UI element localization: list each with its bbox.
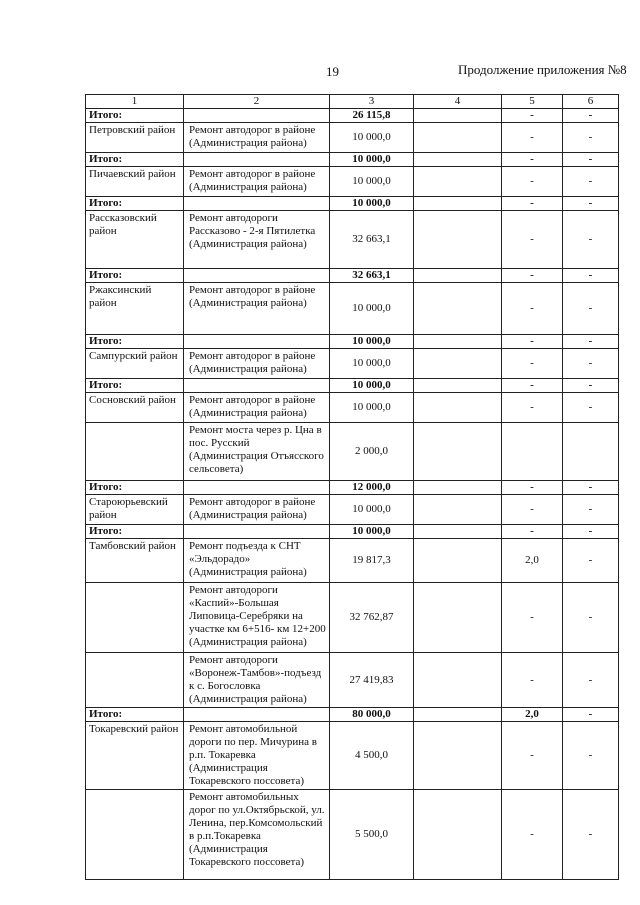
column-5-cell: - xyxy=(502,379,563,393)
amount-cell: 10 000,0 xyxy=(330,153,414,167)
amount-cell: 10 000,0 xyxy=(330,283,414,335)
total-row xyxy=(86,109,619,123)
column-4-cell xyxy=(414,335,502,349)
district-cell: Тамбовский район xyxy=(86,539,184,583)
column-4-cell xyxy=(414,269,502,283)
work-description-cell: Ремонт автодороги «Каспий»-Большая Липовица-Серебряки на участке км 6+516- км 12+200 (Администрация района) xyxy=(184,583,330,653)
work-description-cell xyxy=(184,525,330,539)
amount-cell: 4 500,0 xyxy=(330,722,414,790)
amount-cell: 5 500,0 xyxy=(330,790,414,880)
column-6-cell: - xyxy=(563,349,619,379)
column-6-cell: - xyxy=(563,722,619,790)
amount-cell: 10 000,0 xyxy=(330,393,414,423)
column-5-cell: - xyxy=(502,123,563,153)
district-cell: Ржаксинский район xyxy=(86,283,184,335)
column-6-cell: - xyxy=(563,211,619,269)
column-6-cell: - xyxy=(563,539,619,583)
table-row xyxy=(86,393,619,423)
total-label: Итого: xyxy=(86,269,184,283)
work-description-cell: Ремонт автодорог в районе (Администрация района) xyxy=(184,283,330,335)
work-description-cell: Ремонт автодорог в районе (Администрация района) xyxy=(184,393,330,423)
total-row xyxy=(86,269,619,283)
work-description-cell: Ремонт автодорог в районе (Администрация района) xyxy=(184,495,330,525)
column-4-cell xyxy=(414,423,502,481)
column-5-cell: - xyxy=(502,335,563,349)
amount-cell: 10 000,0 xyxy=(330,349,414,379)
amount-cell: 26 115,8 xyxy=(330,109,414,123)
column-5-cell: 2,0 xyxy=(502,708,563,722)
table-row xyxy=(86,539,619,583)
column-5-cell: - xyxy=(502,197,563,211)
column-4-cell xyxy=(414,790,502,880)
total-row xyxy=(86,708,619,722)
column-6-cell: - xyxy=(563,379,619,393)
column-4-cell xyxy=(414,379,502,393)
district-cell xyxy=(86,790,184,880)
amount-cell: 10 000,0 xyxy=(330,167,414,197)
total-label: Итого: xyxy=(86,109,184,123)
column-4-cell xyxy=(414,525,502,539)
district-cell: Староюрьевский район xyxy=(86,495,184,525)
column-6-cell: - xyxy=(563,495,619,525)
column-5-cell xyxy=(502,423,563,481)
amount-cell: 10 000,0 xyxy=(330,379,414,393)
page-number: 19 xyxy=(326,64,339,79)
column-4-cell xyxy=(414,349,502,379)
column-4-cell xyxy=(414,393,502,423)
amount-cell: 32 663,1 xyxy=(330,211,414,269)
column-4-cell xyxy=(414,167,502,197)
table-row xyxy=(86,349,619,379)
column-5-cell: - xyxy=(502,349,563,379)
work-description-cell: Ремонт автомобильных дорог по ул.Октябрьской, ул. Ленина, пер.Комсомольский в р.п.Токаревка (Администрация Токаревского поссовета) xyxy=(184,790,330,880)
work-description-cell: Ремонт моста через р. Цна в пос. Русский (Администрация Отъясского сельсовета) xyxy=(184,423,330,481)
total-label: Итого: xyxy=(86,197,184,211)
work-description-cell xyxy=(184,109,330,123)
column-header: 4 xyxy=(414,95,502,109)
district-cell xyxy=(86,653,184,708)
amount-cell: 10 000,0 xyxy=(330,335,414,349)
district-cell: Токаревский район xyxy=(86,722,184,790)
column-5-cell: - xyxy=(502,283,563,335)
table-row xyxy=(86,790,619,880)
total-row xyxy=(86,153,619,167)
column-4-cell xyxy=(414,539,502,583)
total-label: Итого: xyxy=(86,708,184,722)
amount-cell: 32 663,1 xyxy=(330,269,414,283)
district-cell: Сосновский район xyxy=(86,393,184,423)
column-4-cell xyxy=(414,722,502,790)
table-row xyxy=(86,283,619,335)
work-description-cell: Ремонт автодороги «Воронеж-Тамбов»-подъезд к с. Богословка (Администрация района) xyxy=(184,653,330,708)
district-cell: Сампурский район xyxy=(86,349,184,379)
column-4-cell xyxy=(414,153,502,167)
column-6-cell: - xyxy=(563,481,619,495)
amount-cell: 12 000,0 xyxy=(330,481,414,495)
column-5-cell: - xyxy=(502,269,563,283)
amount-cell: 10 000,0 xyxy=(330,197,414,211)
table-row xyxy=(86,123,619,153)
column-5-cell: - xyxy=(502,583,563,653)
amount-cell: 10 000,0 xyxy=(330,123,414,153)
column-5-cell: - xyxy=(502,525,563,539)
column-6-cell: - xyxy=(563,167,619,197)
column-5-cell: - xyxy=(502,722,563,790)
column-4-cell xyxy=(414,481,502,495)
work-description-cell xyxy=(184,269,330,283)
column-4-cell xyxy=(414,109,502,123)
total-row xyxy=(86,525,619,539)
column-header: 5 xyxy=(502,95,563,109)
work-description-cell xyxy=(184,197,330,211)
total-label: Итого: xyxy=(86,525,184,539)
amount-cell: 19 817,3 xyxy=(330,539,414,583)
work-description-cell xyxy=(184,153,330,167)
amount-cell: 10 000,0 xyxy=(330,525,414,539)
column-6-cell: - xyxy=(563,653,619,708)
column-5-cell: - xyxy=(502,653,563,708)
column-6-cell xyxy=(563,423,619,481)
column-4-cell xyxy=(414,283,502,335)
total-row xyxy=(86,197,619,211)
column-6-cell: - xyxy=(563,153,619,167)
column-5-cell: - xyxy=(502,109,563,123)
column-header: 3 xyxy=(330,95,414,109)
work-description-cell: Ремонт автодороги Рассказово - 2-я Пятилетка (Администрация района) xyxy=(184,211,330,269)
work-description-cell: Ремонт автомобильной дороги по пер. Мичурина в р.п. Токаревка (Администрация Токаревского поссовета) xyxy=(184,722,330,790)
amount-cell: 27 419,83 xyxy=(330,653,414,708)
column-5-cell: - xyxy=(502,211,563,269)
column-6-cell: - xyxy=(563,525,619,539)
work-description-cell xyxy=(184,708,330,722)
total-label: Итого: xyxy=(86,153,184,167)
work-description-cell xyxy=(184,481,330,495)
column-6-cell: - xyxy=(563,269,619,283)
work-description-cell xyxy=(184,379,330,393)
appendix-caption: Продолжение приложения №8 xyxy=(458,62,627,77)
district-cell: Рассказовский район xyxy=(86,211,184,269)
column-6-cell: - xyxy=(563,197,619,211)
column-4-cell xyxy=(414,708,502,722)
column-4-cell xyxy=(414,197,502,211)
column-5-cell: - xyxy=(502,790,563,880)
table-row xyxy=(86,583,619,653)
table-row xyxy=(86,653,619,708)
column-6-cell: - xyxy=(563,790,619,880)
column-6-cell: - xyxy=(563,335,619,349)
amount-cell: 32 762,87 xyxy=(330,583,414,653)
table-row xyxy=(86,423,619,481)
district-cell: Пичаевский район xyxy=(86,167,184,197)
column-6-cell: - xyxy=(563,123,619,153)
total-row xyxy=(86,379,619,393)
amount-cell: 80 000,0 xyxy=(330,708,414,722)
column-5-cell: - xyxy=(502,481,563,495)
total-row xyxy=(86,481,619,495)
column-header: 2 xyxy=(184,95,330,109)
column-5-cell: - xyxy=(502,393,563,423)
column-5-cell: - xyxy=(502,153,563,167)
district-cell xyxy=(86,423,184,481)
work-description-cell: Ремонт подъезда к СНТ «Эльдорадо» (Администрация района) xyxy=(184,539,330,583)
column-5-cell: 2,0 xyxy=(502,539,563,583)
column-5-cell: - xyxy=(502,495,563,525)
column-6-cell: - xyxy=(563,393,619,423)
table-row xyxy=(86,167,619,197)
column-6-cell: - xyxy=(563,583,619,653)
district-cell xyxy=(86,583,184,653)
column-4-cell xyxy=(414,495,502,525)
column-4-cell xyxy=(414,653,502,708)
table-row xyxy=(86,495,619,525)
column-header-row xyxy=(86,95,619,109)
total-label: Итого: xyxy=(86,379,184,393)
table-row xyxy=(86,722,619,790)
work-description-cell: Ремонт автодорог в районе (Администрация района) xyxy=(184,349,330,379)
column-header: 6 xyxy=(563,95,619,109)
amount-cell: 2 000,0 xyxy=(330,423,414,481)
work-description-cell: Ремонт автодорог в районе (Администрация района) xyxy=(184,167,330,197)
column-header: 1 xyxy=(86,95,184,109)
column-5-cell: - xyxy=(502,167,563,197)
work-description-cell: Ремонт автодорог в районе (Администрация района) xyxy=(184,123,330,153)
road-repair-table xyxy=(85,94,619,880)
amount-cell: 10 000,0 xyxy=(330,495,414,525)
work-description-cell xyxy=(184,335,330,349)
total-row xyxy=(86,335,619,349)
column-4-cell xyxy=(414,583,502,653)
table-row xyxy=(86,211,619,269)
district-cell: Петровский район xyxy=(86,123,184,153)
total-label: Итого: xyxy=(86,481,184,495)
column-6-cell: - xyxy=(563,708,619,722)
column-4-cell xyxy=(414,211,502,269)
total-label: Итого: xyxy=(86,335,184,349)
column-4-cell xyxy=(414,123,502,153)
column-6-cell: - xyxy=(563,283,619,335)
table-body xyxy=(86,109,619,880)
column-6-cell: - xyxy=(563,109,619,123)
